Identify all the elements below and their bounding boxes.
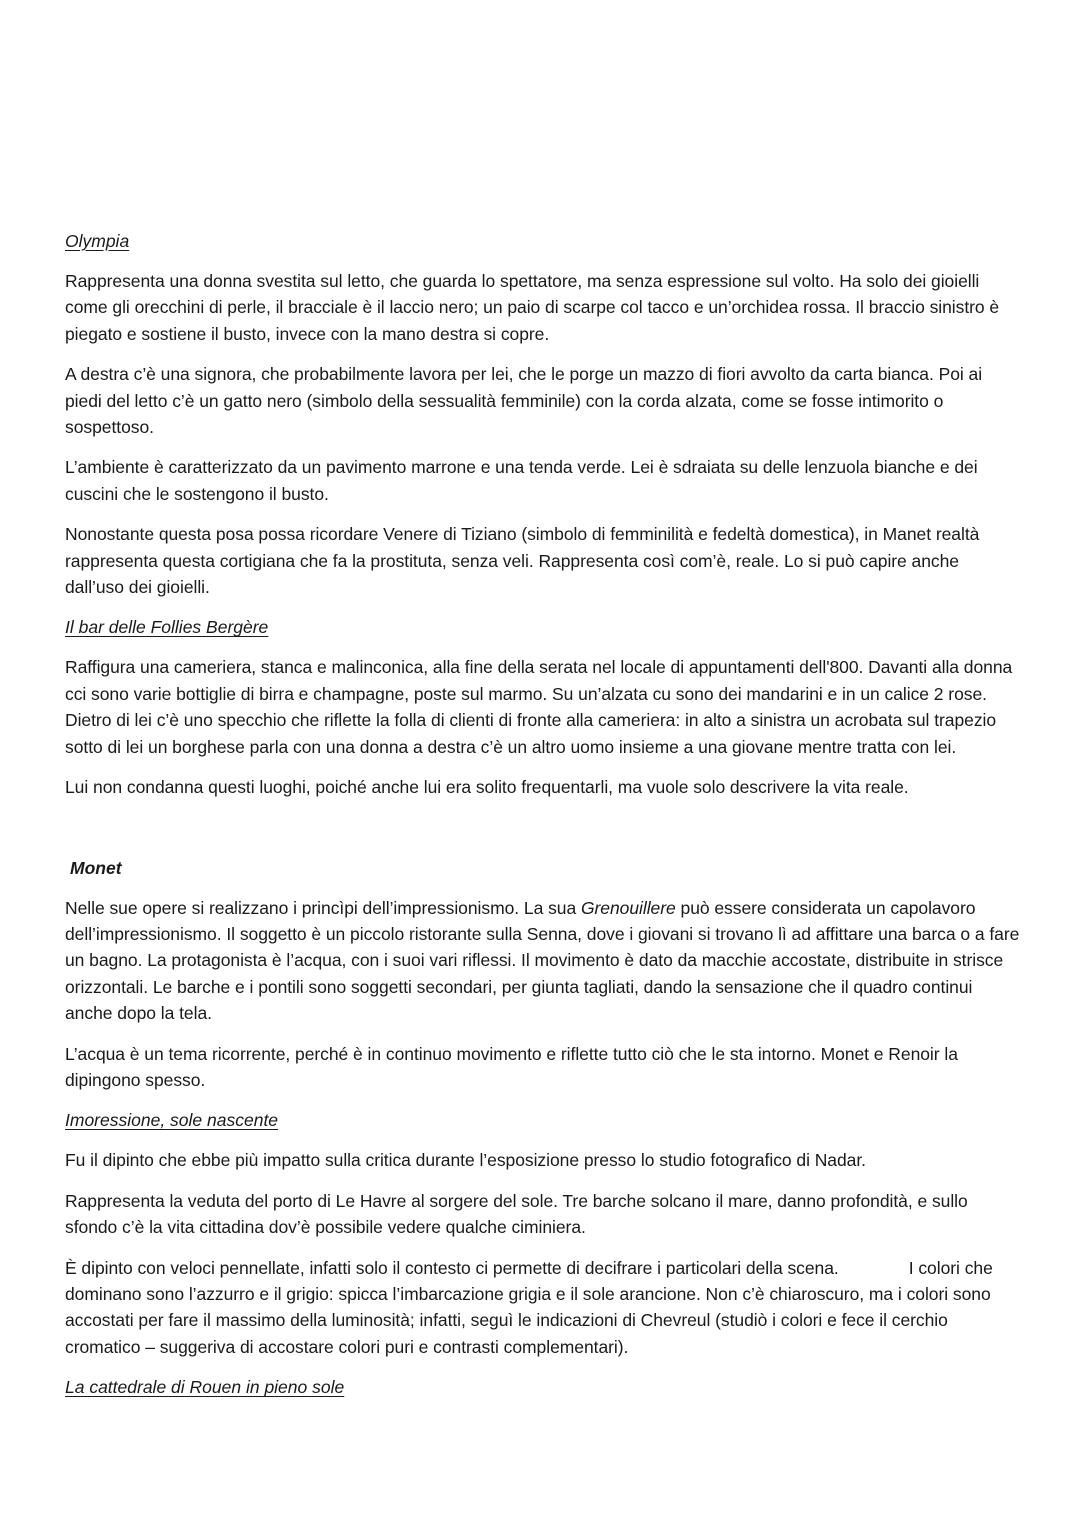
section-title-impressione: Imoressione, sole nascente (65, 1110, 279, 1131)
section-title-rouen: La cattedrale di Rouen in pieno sole (65, 1377, 345, 1398)
impressione-paragraph-2: Rappresenta la veduta del porto di Le Havre al sorgere del sole. Tre barche solcano il mare, danno profondità, e sullo sfondo c’è la vita cittadina dov’è possibile vedere qualche ciminiera. (65, 1190, 968, 1238)
olympia-paragraph-2: A destra c’è una signora, che probabilmente lavora per lei, che le porge un mazzo di fiori avvolto da carta bianca. Poi ai piedi del letto c’è un gatto nero (simbolo della sessualità femminile) con la corda alzata, come se fosse intimorito o sospettoso. (65, 364, 983, 438)
section-title-olympia: Olympia (65, 231, 130, 251)
impressione-paragraph-3-end: colori che dominano sono l’azzurro e il grigio: spicca l’imbarcazione grigia e il sole arancione. Non c’è chiaroscuro, ma i colori sono accostati per fare il massimo della luminosità; infatti, seguì le indicazioni di Chevreul (studiò i colori e fece il cerchio cromatico – suggeriva di accostare colori puri e contrasti complementari). (65, 1257, 993, 1357)
document-page (65, 228, 1020, 1414)
artwork-title-grenouillere: Grenouillere (580, 897, 676, 918)
impressione-paragraph-3 (65, 1255, 1020, 1361)
stray-marker: I (908, 1257, 914, 1278)
section-title-bar: Il bar delle Follies Bergère (65, 617, 269, 638)
monet-paragraph-1-end: può essere considerata un capolavoro dell’impressionismo. Il soggetto è un piccolo ristorante sulla Senna, dove i giovani si trovano lì ad affittare una barca o a fare un bagno. La protagonista è l’acqua, con i suoi vari riflessi. Il movimento è dato da macchie accostate, distribuite in strisce orizzontali. Le barche e i pontili sono soggetti secondari, per giunta tagliati, dando la sensazione che il quadro continui anche dopo la tela. (65, 897, 1020, 1024)
section-title-monet: Monet (70, 857, 122, 878)
monet-paragraph-1 (65, 895, 1020, 1027)
section-spacer (65, 815, 1020, 855)
bar-paragraph-2: Lui non condanna questi luoghi, poiché anche lui era solito frequentarli, ma vuole solo descrivere la vita reale. (65, 777, 909, 798)
impressione-paragraph-3-start: È dipinto con veloci pennellate, infatti solo il contesto ci permette di decifrare i particolari della scena. (65, 1257, 839, 1278)
monet-paragraph-1-start: Nelle sue opere si realizzano i princìpi dell’impressionismo. La sua (65, 897, 581, 918)
monet-paragraph-2: L’acqua è un tema ricorrente, perché è in continuo movimento e riflette tutto ciò che le sta intorno. Monet e Renoir la dipingono spesso. (65, 1043, 958, 1090)
bar-paragraph-1: Raffigura una cameriera, stanca e malinconica, alla fine della serata nel locale di appuntamenti dell'800. Davanti alla donna cci sono varie bottiglie di birra e champagne, poste sul marmo. Su un’alzata cu sono dei mandarini e in un calice 2 rose. Dietro di lei c’è uno specchio che riflette la folla di clienti di fronte alla cameriera: in alto a sinistra un acrobata sul trapezio sotto di lei un borghese parla con una donna a destra c’è un altro uomo insieme a una giovane mentre tratta con lei. (65, 657, 1013, 757)
impressione-paragraph-1: Fu il dipinto che ebbe più impatto sulla critica durante l’esposizione presso lo studio fotografico di Nadar. (65, 1150, 866, 1171)
olympia-paragraph-3: L’ambiente è caratterizzato da un pavimento marrone e una tenda verde. Lei è sdraiata su delle lenzuola bianche e dei cuscini che le sostengono il busto. (65, 457, 978, 504)
olympia-paragraph-4: Nonostante questa posa possa ricordare Venere di Tiziano (simbolo di femminilità e fedeltà domestica), in Manet realtà rappresenta questa cortigiana che fa la prostituta, senza veli. Rappresenta così com’è, reale. Lo si può capire anche dall’uso dei gioielli. (65, 524, 980, 598)
olympia-paragraph-1: Rappresenta una donna svestita sul letto, che guarda lo spettatore, ma senza espressione sul volto. Ha solo dei gioielli come gli orecchini di perle, il bracciale è il laccio nero; un paio di scarpe col tacco e un’orchidea rossa. Il braccio sinistro è piegato e sostiene il busto, invece con la mano destra si copre. (65, 271, 1000, 344)
